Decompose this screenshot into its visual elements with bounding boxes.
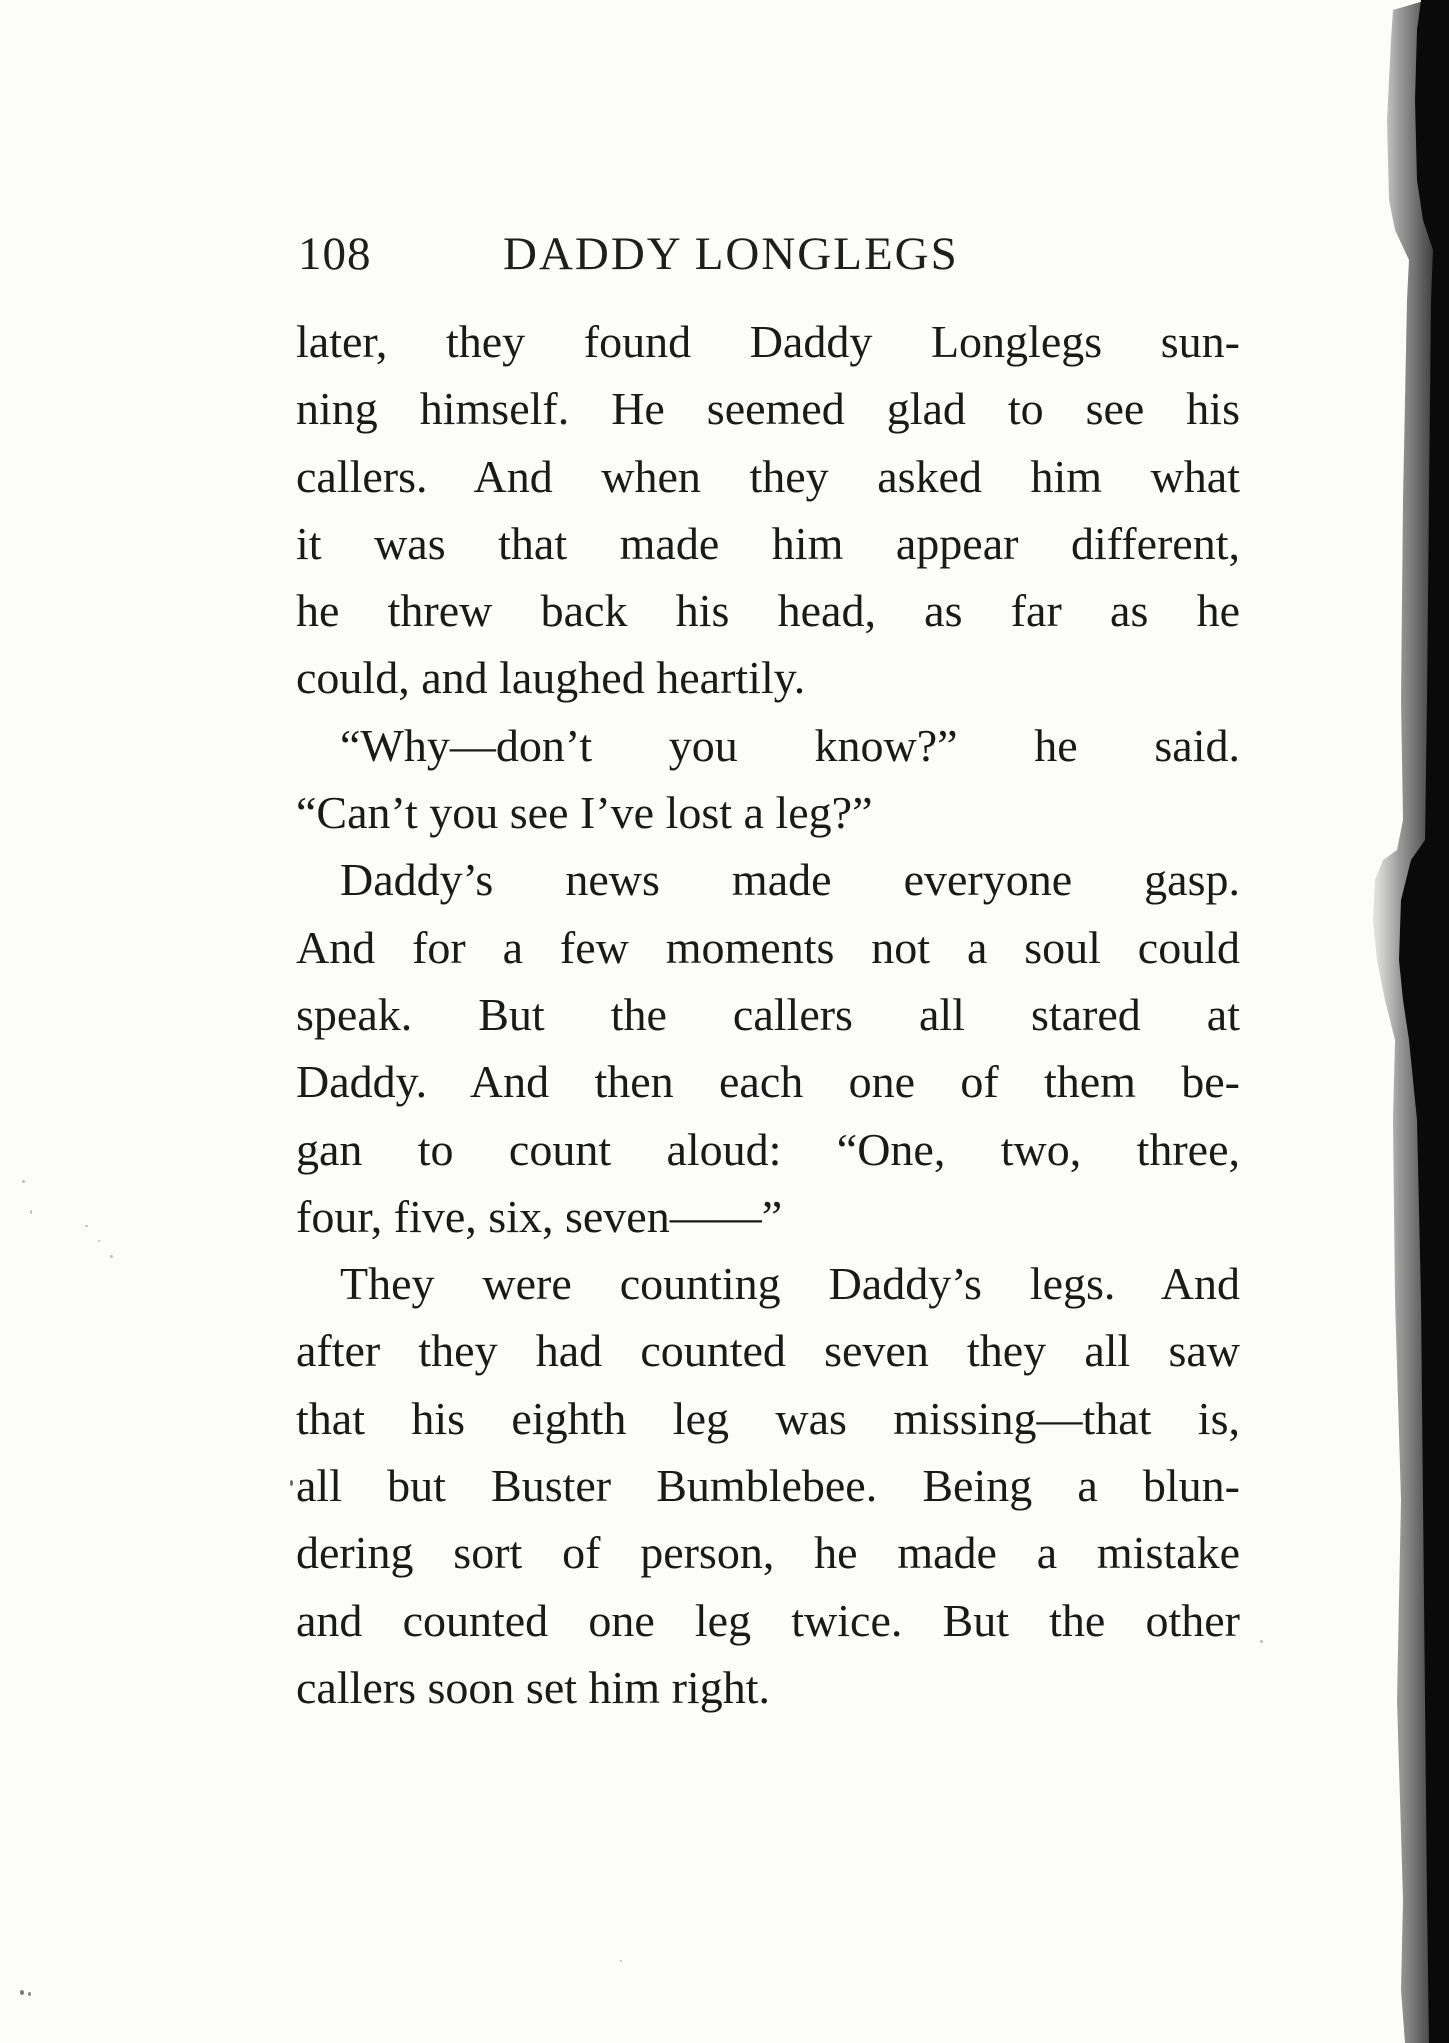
text-line: Daddy. And then each one of them be- (296, 1056, 1240, 1108)
text-line: four, five, six, seven——” (296, 1190, 783, 1242)
text-line: gan to count aloud: “One, two, three, (296, 1123, 1240, 1175)
text-line: “Why—don’t you know?” he said. (340, 719, 1240, 771)
text-line: speak. But the callers all stared at (296, 988, 1240, 1040)
text-line: all but Buster Bumblebee. Being a blun- (296, 1460, 1240, 1512)
scan-speck (30, 1210, 32, 1214)
text-line: callers. And when they asked him what (296, 450, 1240, 502)
scan-speck (85, 1225, 88, 1227)
text-line: later, they found Daddy Longlegs sun- (296, 316, 1240, 367)
page-number: 108 (298, 228, 372, 280)
scan-speck (98, 1240, 100, 1242)
scan-speck (1260, 1640, 1263, 1643)
text-line: he threw back his head, as far as he (296, 585, 1240, 637)
text-line: callers soon set him right. (296, 1661, 770, 1713)
text-line: dering sort of person, he made a mistake (296, 1527, 1240, 1579)
scan-speck (20, 1990, 24, 1995)
running-title: DADDY LONGLEGS (503, 228, 959, 280)
scan-speck (110, 1255, 113, 1258)
scan-speck (28, 1992, 31, 1996)
page-header (298, 222, 1058, 286)
scan-speck (620, 1960, 622, 1962)
text-line: and counted one leg twice. But the other (296, 1594, 1240, 1646)
text-line: “Can’t you see I’ve lost a leg?” (296, 787, 873, 839)
text-line: after they had counted seven they all saw (296, 1325, 1240, 1377)
scan-speck (22, 1180, 25, 1183)
text-line: ning himself. He seemed glad to see his (296, 383, 1240, 435)
scan-speck (290, 1480, 293, 1486)
body-text (296, 308, 1240, 1721)
text-line: could, and laughed heartily. (296, 652, 806, 704)
text-line: And for a few moments not a soul could (296, 921, 1240, 973)
text-line: it was that made him appear different, (296, 517, 1240, 569)
text-line: They were counting Daddy’s legs. And (340, 1258, 1240, 1310)
text-line: Daddy’s news made everyone gasp. (340, 854, 1240, 906)
binding-shadow (1337, 0, 1449, 2043)
text-line: that his eighth leg was missing—that is, (296, 1392, 1240, 1444)
